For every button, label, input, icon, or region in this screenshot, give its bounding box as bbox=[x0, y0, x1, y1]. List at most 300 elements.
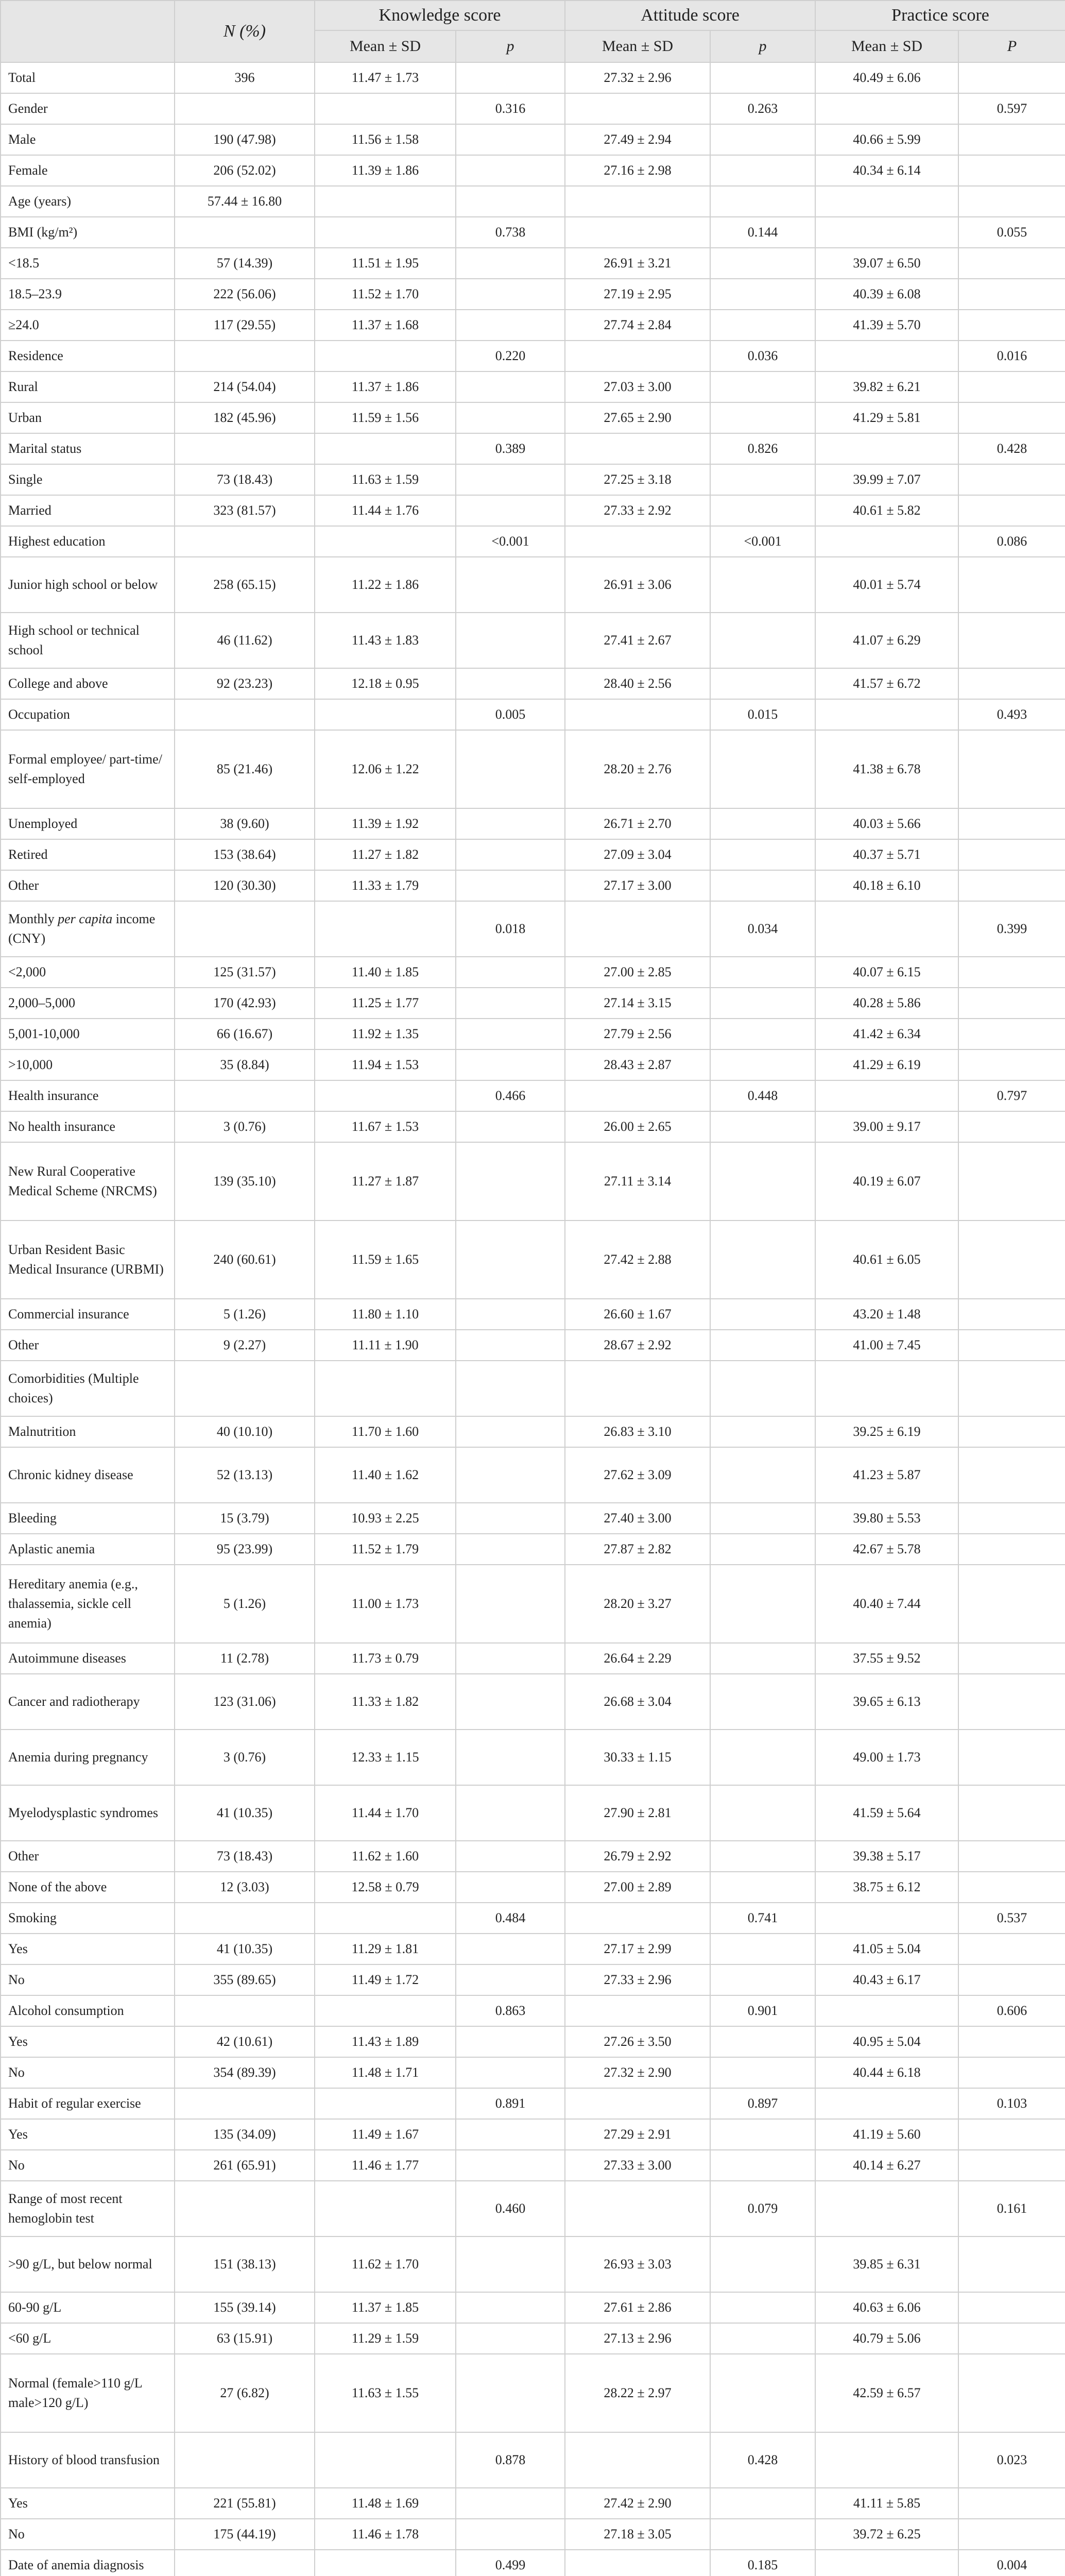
cell-practice-p: 0.023 bbox=[958, 2432, 1065, 2488]
cell-practice-mean-sd bbox=[815, 1995, 958, 2026]
cell-attitude-p: 0.428 bbox=[710, 2432, 815, 2488]
cell-n-percent bbox=[175, 901, 315, 957]
cell-knowledge-p bbox=[456, 730, 565, 808]
row-label: History of blood transfusion bbox=[1, 2432, 175, 2488]
table-row bbox=[1, 1995, 1065, 2026]
cell-attitude-mean-sd: 26.64 ± 2.29 bbox=[565, 1643, 710, 1674]
row-label: No bbox=[1, 2150, 175, 2181]
cell-n-percent: 206 (52.02) bbox=[175, 155, 315, 186]
cell-n-percent: 95 (23.99) bbox=[175, 1534, 315, 1565]
cell-attitude-p bbox=[710, 1534, 815, 1565]
cell-attitude-p bbox=[710, 730, 815, 808]
cell-attitude-mean-sd bbox=[565, 1995, 710, 2026]
cell-knowledge-mean-sd bbox=[315, 1361, 456, 1416]
table-row bbox=[1, 1416, 1065, 1447]
cell-attitude-mean-sd: 27.32 ± 2.96 bbox=[565, 62, 710, 93]
cell-practice-p bbox=[958, 1019, 1065, 1049]
cell-knowledge-mean-sd: 11.49 ± 1.67 bbox=[315, 2119, 456, 2150]
cell-n-percent: 151 (38.13) bbox=[175, 2236, 315, 2292]
row-label: None of the above bbox=[1, 1872, 175, 1903]
row-label: Urban bbox=[1, 402, 175, 433]
cell-practice-mean-sd: 41.29 ± 6.19 bbox=[815, 1049, 958, 1080]
row-label: Malnutrition bbox=[1, 1416, 175, 1447]
cell-knowledge-p bbox=[456, 2488, 565, 2519]
cell-attitude-p: 0.741 bbox=[710, 1903, 815, 1934]
row-label: Smoking bbox=[1, 1903, 175, 1934]
cell-practice-p bbox=[958, 155, 1065, 186]
cell-n-percent: 5 (1.26) bbox=[175, 1565, 315, 1643]
cell-knowledge-p bbox=[456, 62, 565, 93]
cell-n-percent: 27 (6.82) bbox=[175, 2354, 315, 2432]
cell-attitude-mean-sd: 26.60 ± 1.67 bbox=[565, 1299, 710, 1330]
cell-practice-p bbox=[958, 2119, 1065, 2150]
cell-knowledge-mean-sd: 11.46 ± 1.77 bbox=[315, 2150, 456, 2181]
cell-knowledge-p bbox=[456, 2236, 565, 2292]
cell-practice-mean-sd: 42.67 ± 5.78 bbox=[815, 1534, 958, 1565]
cell-practice-p bbox=[958, 1416, 1065, 1447]
cell-knowledge-p bbox=[456, 1565, 565, 1643]
cell-attitude-p bbox=[710, 62, 815, 93]
cell-knowledge-mean-sd: 11.27 ± 1.82 bbox=[315, 839, 456, 870]
header-practice-score: Practice score bbox=[815, 1, 1065, 30]
cell-attitude-mean-sd bbox=[565, 433, 710, 464]
row-label: Total bbox=[1, 62, 175, 93]
cell-attitude-p bbox=[710, 2354, 815, 2432]
cell-attitude-mean-sd bbox=[565, 1080, 710, 1111]
cell-practice-mean-sd: 41.19 ± 5.60 bbox=[815, 2119, 958, 2150]
cell-practice-p bbox=[958, 1643, 1065, 1674]
cell-n-percent: 5 (1.26) bbox=[175, 1299, 315, 1330]
cell-knowledge-p bbox=[456, 1841, 565, 1872]
table-row bbox=[1, 2057, 1065, 2088]
cell-n-percent bbox=[175, 2088, 315, 2119]
cell-knowledge-p bbox=[456, 1643, 565, 1674]
table-row bbox=[1, 1903, 1065, 1934]
cell-knowledge-mean-sd: 11.67 ± 1.53 bbox=[315, 1111, 456, 1142]
cell-knowledge-p bbox=[456, 1019, 565, 1049]
cell-knowledge-p bbox=[456, 2057, 565, 2088]
table-row bbox=[1, 808, 1065, 839]
row-label: Urban Resident Basic Medical Insurance (URBMI) bbox=[1, 1221, 175, 1299]
cell-attitude-mean-sd: 27.90 ± 2.81 bbox=[565, 1785, 710, 1841]
cell-knowledge-p bbox=[456, 870, 565, 901]
cell-attitude-p bbox=[710, 2150, 815, 2181]
cell-n-percent: 9 (2.27) bbox=[175, 1330, 315, 1361]
cell-knowledge-p bbox=[456, 1416, 565, 1447]
cell-practice-p bbox=[958, 402, 1065, 433]
cell-practice-p: 0.055 bbox=[958, 217, 1065, 248]
table-row bbox=[1, 1534, 1065, 1565]
cell-attitude-p bbox=[710, 1299, 815, 1330]
cell-attitude-p bbox=[710, 557, 815, 613]
cell-practice-p bbox=[958, 248, 1065, 279]
row-label: 2,000–5,000 bbox=[1, 988, 175, 1019]
row-label: <2,000 bbox=[1, 957, 175, 988]
cell-attitude-mean-sd: 27.41 ± 2.67 bbox=[565, 613, 710, 668]
cell-practice-p: 0.606 bbox=[958, 1995, 1065, 2026]
table-header bbox=[1, 1, 1065, 62]
cell-n-percent bbox=[175, 2432, 315, 2488]
cell-n-percent: 11 (2.78) bbox=[175, 1643, 315, 1674]
cell-knowledge-mean-sd bbox=[315, 2550, 456, 2576]
cell-knowledge-p bbox=[456, 279, 565, 310]
cell-practice-mean-sd bbox=[815, 93, 958, 124]
table-row bbox=[1, 124, 1065, 155]
cell-attitude-mean-sd bbox=[565, 901, 710, 957]
cell-knowledge-mean-sd: 11.80 ± 1.10 bbox=[315, 1299, 456, 1330]
cell-practice-p bbox=[958, 1730, 1065, 1785]
table-row bbox=[1, 870, 1065, 901]
row-label: Married bbox=[1, 495, 175, 526]
cell-n-percent: 40 (10.10) bbox=[175, 1416, 315, 1447]
cell-attitude-mean-sd: 27.19 ± 2.95 bbox=[565, 279, 710, 310]
cell-knowledge-p: 0.460 bbox=[456, 2181, 565, 2236]
cell-knowledge-mean-sd: 11.29 ± 1.59 bbox=[315, 2323, 456, 2354]
cell-attitude-mean-sd: 27.79 ± 2.56 bbox=[565, 1019, 710, 1049]
cell-attitude-p bbox=[710, 279, 815, 310]
cell-attitude-mean-sd bbox=[565, 217, 710, 248]
cell-practice-p bbox=[958, 1221, 1065, 1299]
table-row bbox=[1, 62, 1065, 93]
row-label: High school or technical school bbox=[1, 613, 175, 668]
cell-practice-p: 0.428 bbox=[958, 433, 1065, 464]
cell-practice-mean-sd: 40.14 ± 6.27 bbox=[815, 2150, 958, 2181]
cell-knowledge-p bbox=[456, 1111, 565, 1142]
cell-attitude-mean-sd: 26.83 ± 3.10 bbox=[565, 1416, 710, 1447]
table-row bbox=[1, 1361, 1065, 1416]
cell-knowledge-mean-sd: 11.94 ± 1.53 bbox=[315, 1049, 456, 1080]
cell-practice-p bbox=[958, 2354, 1065, 2432]
cell-attitude-p: 0.897 bbox=[710, 2088, 815, 2119]
cell-knowledge-p bbox=[456, 2354, 565, 2432]
cell-knowledge-mean-sd bbox=[315, 341, 456, 371]
table-body bbox=[1, 62, 1065, 2576]
cell-attitude-p bbox=[710, 495, 815, 526]
row-label: Single bbox=[1, 464, 175, 495]
cell-practice-p bbox=[958, 1674, 1065, 1730]
cell-practice-mean-sd: 41.11 ± 5.85 bbox=[815, 2488, 958, 2519]
row-label: Normal (female>110 g/L male>120 g/L) bbox=[1, 2354, 175, 2432]
header-practice-p: P bbox=[958, 30, 1065, 62]
table-row bbox=[1, 433, 1065, 464]
table-row bbox=[1, 2026, 1065, 2057]
row-label: Formal employee/ part-time/ self-employed bbox=[1, 730, 175, 808]
cell-attitude-p bbox=[710, 402, 815, 433]
cell-knowledge-p bbox=[456, 1221, 565, 1299]
cell-n-percent: 117 (29.55) bbox=[175, 310, 315, 341]
cell-n-percent: 123 (31.06) bbox=[175, 1674, 315, 1730]
row-label: Gender bbox=[1, 93, 175, 124]
cell-attitude-mean-sd: 30.33 ± 1.15 bbox=[565, 1730, 710, 1785]
cell-n-percent: 52 (13.13) bbox=[175, 1447, 315, 1503]
cell-knowledge-mean-sd: 12.33 ± 1.15 bbox=[315, 1730, 456, 1785]
row-label: Marital status bbox=[1, 433, 175, 464]
cell-attitude-p: 0.144 bbox=[710, 217, 815, 248]
cell-practice-mean-sd bbox=[815, 901, 958, 957]
cell-practice-mean-sd: 39.85 ± 6.31 bbox=[815, 2236, 958, 2292]
cell-practice-p bbox=[958, 279, 1065, 310]
cell-knowledge-mean-sd: 11.39 ± 1.92 bbox=[315, 808, 456, 839]
table-row bbox=[1, 1111, 1065, 1142]
cell-practice-p bbox=[958, 2236, 1065, 2292]
cell-practice-mean-sd: 39.38 ± 5.17 bbox=[815, 1841, 958, 1872]
cell-attitude-mean-sd: 27.32 ± 2.90 bbox=[565, 2057, 710, 2088]
row-label: No bbox=[1, 1964, 175, 1995]
table-row bbox=[1, 901, 1065, 957]
table-row bbox=[1, 402, 1065, 433]
table-row bbox=[1, 1841, 1065, 1872]
cell-knowledge-p bbox=[456, 402, 565, 433]
cell-knowledge-p bbox=[456, 2519, 565, 2550]
cell-knowledge-p: 0.499 bbox=[456, 2550, 565, 2576]
cell-practice-p bbox=[958, 186, 1065, 217]
cell-knowledge-mean-sd: 11.47 ± 1.73 bbox=[315, 62, 456, 93]
cell-knowledge-p bbox=[456, 2026, 565, 2057]
row-label: Alcohol consumption bbox=[1, 1995, 175, 2026]
cell-attitude-p bbox=[710, 1674, 815, 1730]
cell-knowledge-p: 0.389 bbox=[456, 433, 565, 464]
cell-knowledge-mean-sd: 11.63 ± 1.55 bbox=[315, 2354, 456, 2432]
table-row bbox=[1, 699, 1065, 730]
cell-n-percent bbox=[175, 93, 315, 124]
cell-n-percent: 170 (42.93) bbox=[175, 988, 315, 1019]
cell-attitude-p bbox=[710, 124, 815, 155]
row-label: Retired bbox=[1, 839, 175, 870]
cell-attitude-p bbox=[710, 1841, 815, 1872]
cell-n-percent bbox=[175, 526, 315, 557]
cell-practice-p: 0.537 bbox=[958, 1903, 1065, 1934]
row-label: New Rural Cooperative Medical Scheme (NRCMS) bbox=[1, 1142, 175, 1221]
cell-n-percent: 3 (0.76) bbox=[175, 1730, 315, 1785]
cell-practice-p bbox=[958, 1841, 1065, 1872]
table-row bbox=[1, 1299, 1065, 1330]
cell-practice-p bbox=[958, 2488, 1065, 2519]
cell-practice-mean-sd: 40.37 ± 5.71 bbox=[815, 839, 958, 870]
cell-practice-p bbox=[958, 957, 1065, 988]
cell-practice-p bbox=[958, 1111, 1065, 1142]
row-label: No bbox=[1, 2519, 175, 2550]
cell-knowledge-p bbox=[456, 310, 565, 341]
row-label: ≥24.0 bbox=[1, 310, 175, 341]
cell-practice-mean-sd bbox=[815, 1361, 958, 1416]
cell-n-percent: 57.44 ± 16.80 bbox=[175, 186, 315, 217]
cell-knowledge-mean-sd: 11.37 ± 1.85 bbox=[315, 2292, 456, 2323]
cell-attitude-mean-sd bbox=[565, 2550, 710, 2576]
cell-knowledge-mean-sd: 12.06 ± 1.22 bbox=[315, 730, 456, 808]
row-label: BMI (kg/m²) bbox=[1, 217, 175, 248]
cell-knowledge-p bbox=[456, 1964, 565, 1995]
cell-practice-mean-sd: 40.07 ± 6.15 bbox=[815, 957, 958, 988]
cell-attitude-p bbox=[710, 1019, 815, 1049]
table-row bbox=[1, 2236, 1065, 2292]
cell-n-percent: 261 (65.91) bbox=[175, 2150, 315, 2181]
cell-attitude-p bbox=[710, 186, 815, 217]
cell-practice-p: 0.797 bbox=[958, 1080, 1065, 1111]
cell-knowledge-mean-sd: 11.37 ± 1.68 bbox=[315, 310, 456, 341]
cell-attitude-mean-sd: 27.42 ± 2.90 bbox=[565, 2488, 710, 2519]
cell-knowledge-mean-sd: 11.33 ± 1.82 bbox=[315, 1674, 456, 1730]
cell-practice-p: 0.004 bbox=[958, 2550, 1065, 2576]
cell-attitude-mean-sd: 27.29 ± 2.91 bbox=[565, 2119, 710, 2150]
cell-knowledge-p bbox=[456, 668, 565, 699]
table-row bbox=[1, 2292, 1065, 2323]
cell-practice-mean-sd: 40.61 ± 5.82 bbox=[815, 495, 958, 526]
row-label: Monthly per capita income (CNY) bbox=[1, 901, 175, 957]
row-label: >90 g/L, but below normal bbox=[1, 2236, 175, 2292]
cell-n-percent: 153 (38.64) bbox=[175, 839, 315, 870]
cell-practice-p bbox=[958, 371, 1065, 402]
cell-n-percent: 396 bbox=[175, 62, 315, 93]
row-label: Highest education bbox=[1, 526, 175, 557]
cell-practice-mean-sd: 41.38 ± 6.78 bbox=[815, 730, 958, 808]
row-label: Other bbox=[1, 1330, 175, 1361]
cell-knowledge-mean-sd bbox=[315, 217, 456, 248]
cell-knowledge-mean-sd: 11.73 ± 0.79 bbox=[315, 1643, 456, 1674]
cell-n-percent: 41 (10.35) bbox=[175, 1785, 315, 1841]
cell-practice-mean-sd: 37.55 ± 9.52 bbox=[815, 1643, 958, 1674]
cell-attitude-mean-sd bbox=[565, 1903, 710, 1934]
cell-attitude-mean-sd: 28.40 ± 2.56 bbox=[565, 668, 710, 699]
cell-n-percent: 38 (9.60) bbox=[175, 808, 315, 839]
cell-practice-mean-sd: 42.59 ± 6.57 bbox=[815, 2354, 958, 2432]
cell-knowledge-mean-sd bbox=[315, 1080, 456, 1111]
cell-practice-mean-sd: 41.42 ± 6.34 bbox=[815, 1019, 958, 1049]
cell-practice-p bbox=[958, 1330, 1065, 1361]
cell-attitude-p bbox=[710, 1049, 815, 1080]
cell-n-percent bbox=[175, 1995, 315, 2026]
cell-practice-mean-sd bbox=[815, 1080, 958, 1111]
cell-attitude-p: <0.001 bbox=[710, 526, 815, 557]
cell-attitude-p bbox=[710, 2236, 815, 2292]
cell-practice-mean-sd bbox=[815, 217, 958, 248]
cell-practice-mean-sd: 41.07 ± 6.29 bbox=[815, 613, 958, 668]
cell-knowledge-mean-sd bbox=[315, 93, 456, 124]
cell-attitude-mean-sd: 27.13 ± 2.96 bbox=[565, 2323, 710, 2354]
cell-practice-p bbox=[958, 1872, 1065, 1903]
cell-attitude-p bbox=[710, 2323, 815, 2354]
cell-attitude-p: 0.185 bbox=[710, 2550, 815, 2576]
header-attitude-p: p bbox=[710, 30, 815, 62]
cell-knowledge-mean-sd: 11.63 ± 1.59 bbox=[315, 464, 456, 495]
cell-knowledge-mean-sd bbox=[315, 699, 456, 730]
cell-knowledge-p: 0.220 bbox=[456, 341, 565, 371]
cell-knowledge-mean-sd: 11.00 ± 1.73 bbox=[315, 1565, 456, 1643]
cell-attitude-mean-sd: 28.43 ± 2.87 bbox=[565, 1049, 710, 1080]
cell-knowledge-p: 0.005 bbox=[456, 699, 565, 730]
cell-attitude-mean-sd: 26.71 ± 2.70 bbox=[565, 808, 710, 839]
cell-n-percent: 73 (18.43) bbox=[175, 1841, 315, 1872]
cell-practice-mean-sd: 40.79 ± 5.06 bbox=[815, 2323, 958, 2354]
cell-practice-mean-sd: 39.82 ± 6.21 bbox=[815, 371, 958, 402]
cell-attitude-mean-sd: 27.09 ± 3.04 bbox=[565, 839, 710, 870]
cell-knowledge-p bbox=[456, 808, 565, 839]
cell-knowledge-mean-sd bbox=[315, 2181, 456, 2236]
cell-knowledge-p bbox=[456, 1447, 565, 1503]
cell-practice-mean-sd bbox=[815, 526, 958, 557]
cell-attitude-mean-sd: 28.67 ± 2.92 bbox=[565, 1330, 710, 1361]
cell-attitude-p bbox=[710, 2057, 815, 2088]
cell-practice-p bbox=[958, 62, 1065, 93]
cell-practice-p bbox=[958, 1503, 1065, 1534]
cell-n-percent: 66 (16.67) bbox=[175, 1019, 315, 1049]
table-row bbox=[1, 1221, 1065, 1299]
row-label: Hereditary anemia (e.g., thalassemia, sickle cell anemia) bbox=[1, 1565, 175, 1643]
cell-practice-mean-sd: 41.05 ± 5.04 bbox=[815, 1934, 958, 1964]
cell-n-percent: 139 (35.10) bbox=[175, 1142, 315, 1221]
cell-knowledge-p: 0.863 bbox=[456, 1995, 565, 2026]
cell-attitude-mean-sd: 28.20 ± 3.27 bbox=[565, 1565, 710, 1643]
cell-practice-mean-sd: 39.72 ± 6.25 bbox=[815, 2519, 958, 2550]
cell-practice-p bbox=[958, 1049, 1065, 1080]
header-n-percent: N (%) bbox=[175, 1, 315, 62]
cell-knowledge-p: 0.466 bbox=[456, 1080, 565, 1111]
cell-attitude-mean-sd: 27.62 ± 3.09 bbox=[565, 1447, 710, 1503]
cell-knowledge-p bbox=[456, 1674, 565, 1730]
cell-attitude-p: 0.826 bbox=[710, 433, 815, 464]
cell-practice-p bbox=[958, 839, 1065, 870]
row-label: <18.5 bbox=[1, 248, 175, 279]
cell-knowledge-mean-sd: 11.37 ± 1.86 bbox=[315, 371, 456, 402]
cell-practice-p bbox=[958, 1785, 1065, 1841]
cell-attitude-mean-sd: 27.26 ± 3.50 bbox=[565, 2026, 710, 2057]
cell-practice-p bbox=[958, 870, 1065, 901]
cell-practice-mean-sd bbox=[815, 2088, 958, 2119]
cell-practice-mean-sd bbox=[815, 699, 958, 730]
cell-knowledge-mean-sd: 11.27 ± 1.87 bbox=[315, 1142, 456, 1221]
cell-knowledge-mean-sd: 11.43 ± 1.83 bbox=[315, 613, 456, 668]
cell-attitude-p bbox=[710, 310, 815, 341]
cell-attitude-mean-sd: 26.93 ± 3.03 bbox=[565, 2236, 710, 2292]
cell-practice-p bbox=[958, 2519, 1065, 2550]
cell-n-percent: 323 (81.57) bbox=[175, 495, 315, 526]
cell-practice-mean-sd: 41.59 ± 5.64 bbox=[815, 1785, 958, 1841]
cell-attitude-mean-sd: 27.00 ± 2.85 bbox=[565, 957, 710, 988]
cell-knowledge-mean-sd: 11.92 ± 1.35 bbox=[315, 1019, 456, 1049]
cell-attitude-mean-sd: 27.25 ± 3.18 bbox=[565, 464, 710, 495]
header-attitude-mean-sd: Mean ± SD bbox=[565, 30, 710, 62]
cell-knowledge-p bbox=[456, 1049, 565, 1080]
cell-practice-p: 0.161 bbox=[958, 2181, 1065, 2236]
table-row bbox=[1, 495, 1065, 526]
cell-practice-mean-sd bbox=[815, 1903, 958, 1934]
table-row bbox=[1, 1049, 1065, 1080]
cell-attitude-p bbox=[710, 1872, 815, 1903]
cell-attitude-mean-sd: 27.33 ± 2.96 bbox=[565, 1964, 710, 1995]
cell-practice-mean-sd: 40.39 ± 6.08 bbox=[815, 279, 958, 310]
cell-practice-p bbox=[958, 1964, 1065, 1995]
cell-attitude-p bbox=[710, 155, 815, 186]
row-label: Comorbidities (Multiple choices) bbox=[1, 1361, 175, 1416]
cell-practice-mean-sd bbox=[815, 433, 958, 464]
cell-practice-p bbox=[958, 495, 1065, 526]
cell-attitude-mean-sd bbox=[565, 186, 710, 217]
cell-attitude-mean-sd: 27.18 ± 3.05 bbox=[565, 2519, 710, 2550]
cell-practice-p bbox=[958, 1565, 1065, 1643]
table-row bbox=[1, 464, 1065, 495]
row-label: 60-90 g/L bbox=[1, 2292, 175, 2323]
table-row bbox=[1, 1785, 1065, 1841]
cell-practice-mean-sd: 43.20 ± 1.48 bbox=[815, 1299, 958, 1330]
cell-knowledge-p bbox=[456, 1503, 565, 1534]
cell-attitude-p bbox=[710, 2119, 815, 2150]
cell-knowledge-p bbox=[456, 1730, 565, 1785]
cell-knowledge-mean-sd: 11.43 ± 1.89 bbox=[315, 2026, 456, 2057]
cell-knowledge-mean-sd: 11.33 ± 1.79 bbox=[315, 870, 456, 901]
table-row bbox=[1, 668, 1065, 699]
cell-knowledge-p: 0.878 bbox=[456, 2432, 565, 2488]
table-row bbox=[1, 2088, 1065, 2119]
table-row bbox=[1, 2323, 1065, 2354]
